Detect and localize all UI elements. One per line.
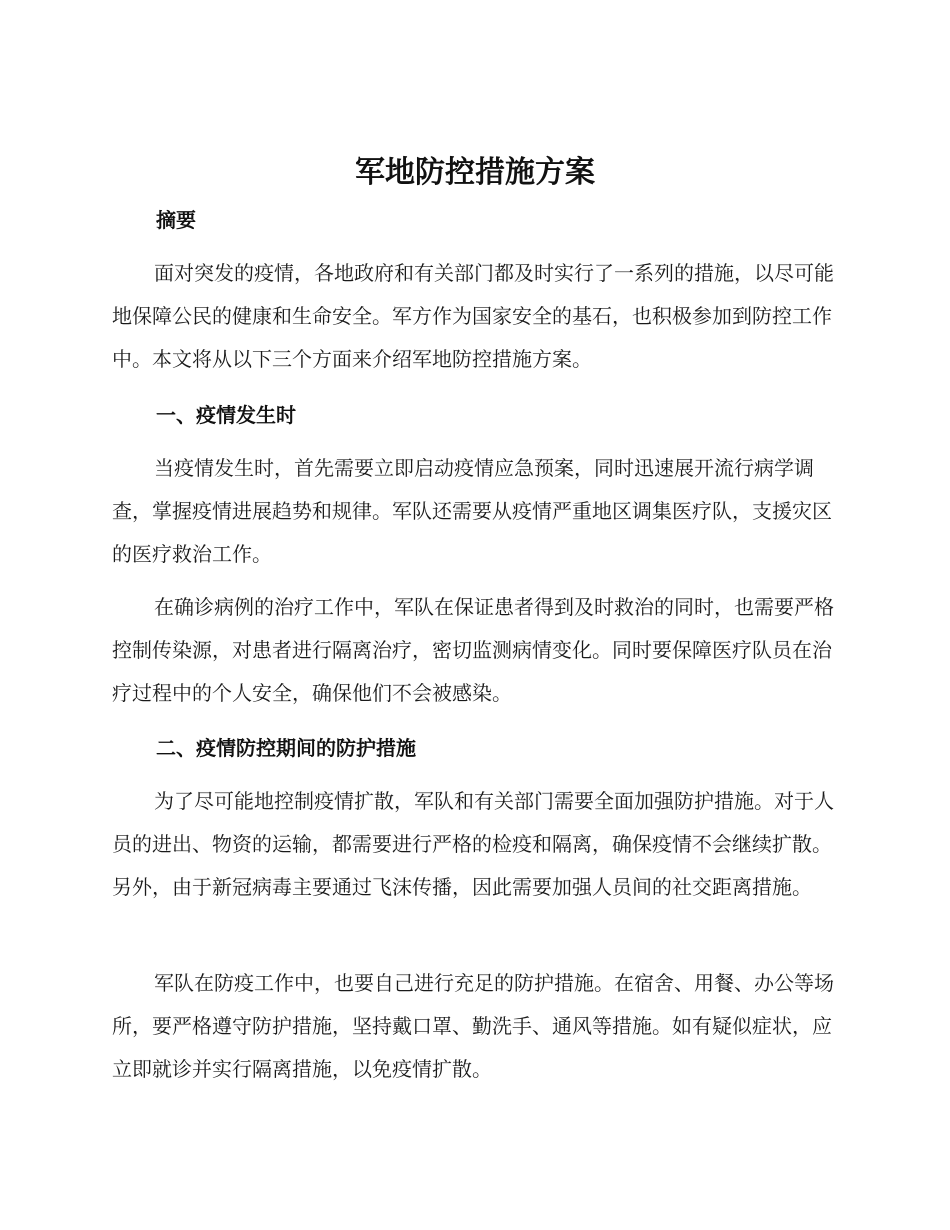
section-2-paragraph-2: 军队在防疫工作中，也要自己进行充足的防护措施。在宿舍、用餐、办公等场所，要严格遵守防护措施，坚持戴口罩、勤洗手、通风等措施。如有疑似症状，应立即就诊并实行隔离措施，以免疫情扩散。 (112, 971, 834, 1081)
section-1-paragraph-2: 在确诊病例的治疗工作中，军队在保证患者得到及时救治的同时，也需要严格控制传染源，对患者进行隔离治疗，密切监测病情变化。同时要保障医疗队员在治疗过程中的个人安全，确保他们不会被感染。 (112, 595, 834, 705)
section-2-paragraph-1: 为了尽可能地控制疫情扩散，军队和有关部门需要全面加强防护措施。对于人员的进出、物资的运输，都需要进行严格的检疫和隔离，确保疫情不会继续扩散。另外，由于新冠病毒主要通过飞沫传播，因此需要加强人员间的社交距离措施。 (112, 789, 834, 899)
section-2-heading: 二、疫情防控期间的防护措施 (156, 736, 416, 760)
abstract-paragraph: 面对突发的疫情，各地政府和有关部门都及时实行了一系列的措施，以尽可能地保障公民的健康和生命安全。军方作为国家安全的基石，也积极参加到防控工作中。本文将从以下三个方面来介绍军地防控措施方案。 (112, 261, 834, 371)
section-1-heading: 一、疫情发生时 (156, 403, 296, 427)
document-title: 军地防控措施方案 (355, 155, 595, 190)
abstract-heading: 摘要 (156, 208, 196, 232)
section-1-paragraph-1: 当疫情发生时，首先需要立即启动疫情应急预案，同时迅速展开流行病学调查，掌握疫情进展趋势和规律。军队还需要从疫情严重地区调集医疗队，支援灾区的医疗救治工作。 (112, 456, 832, 566)
